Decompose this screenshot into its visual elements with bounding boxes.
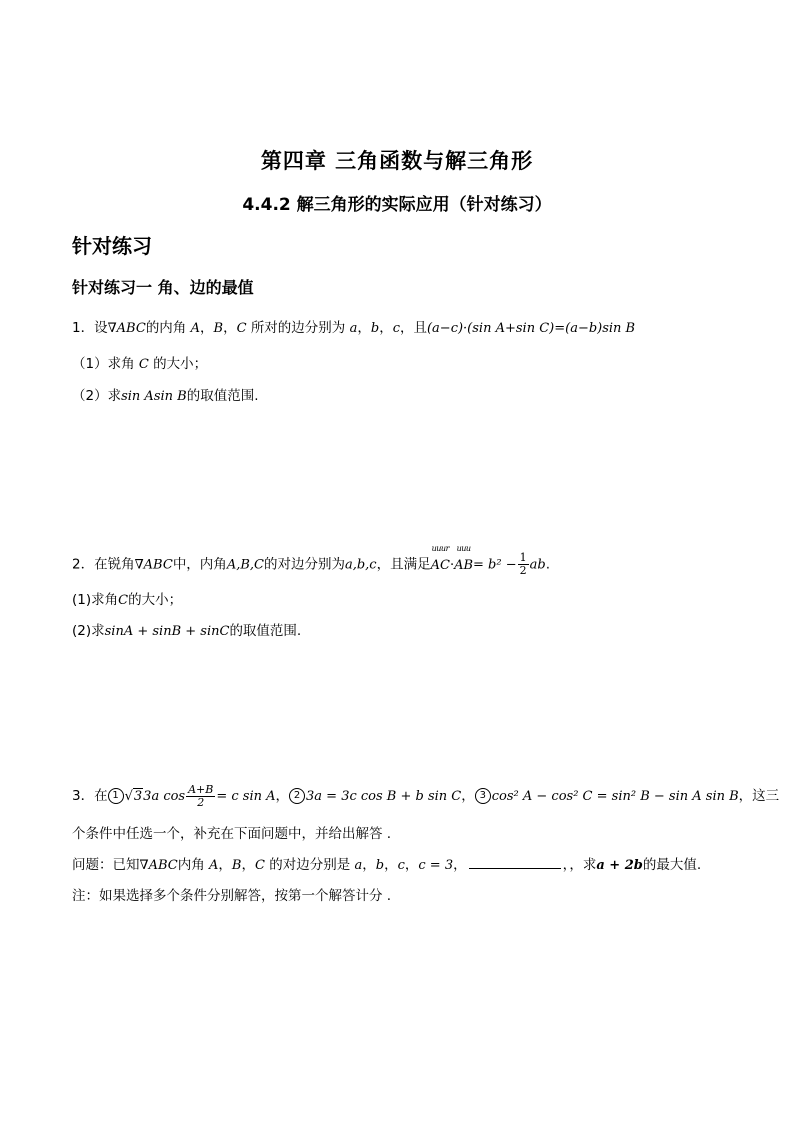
variable: C — [118, 593, 129, 608]
angle-c: C — [254, 858, 265, 873]
chapter-title: 第四章 三角函数与解三角形 — [260, 149, 534, 173]
vector-mark: uuur — [431, 543, 449, 553]
text: 的取值范围. — [186, 388, 259, 404]
expression: 3a cos — [143, 789, 186, 804]
answer-blank[interactable] — [469, 856, 561, 869]
text: (2)求 — [72, 623, 105, 639]
vector-mark: uuu — [456, 543, 471, 553]
section-title: 4.4.2 解三角形的实际应用（针对练习） — [242, 195, 552, 215]
given-side-c: c = 3 — [418, 858, 454, 873]
vector-ac — [430, 543, 450, 576]
problem-1-condition: (a−c)·(sin A+sin C)=(a−b)sin B — [426, 321, 636, 336]
condition-2-marker: 2 — [289, 788, 305, 804]
denominator: 2 — [197, 796, 205, 809]
expression: sin Asin B — [121, 389, 187, 404]
angle-a: A — [190, 321, 200, 336]
text: ，且 — [399, 320, 427, 336]
text: 的取值范围. — [229, 623, 302, 639]
text: 的最大值. — [642, 857, 702, 873]
angle-b: B — [231, 858, 242, 873]
expression: sinA + sinB + sinC — [104, 624, 230, 639]
text: (1)求角 — [72, 592, 119, 608]
problem-1-part-1 — [72, 354, 207, 375]
variable: C — [138, 357, 149, 372]
side-b: b — [375, 858, 385, 873]
angles: A,B,C — [226, 557, 264, 573]
text: 所对的边分别为 — [250, 320, 346, 336]
problem-3-line-2: 个条件中任选一个，补充在下面问题中，并给出解答 . — [72, 826, 392, 842]
expression: = b² − — [473, 557, 517, 573]
vector-label: AB — [454, 557, 474, 573]
text: 问题：已知 — [72, 857, 140, 873]
text: 中，内角 — [172, 556, 227, 573]
text: ，求 — [569, 857, 597, 873]
problem-1-statement: 1．设∇ABC的内角 A，B，C 所对的边分别为 a，b，c，且(a−c)·(sin A+sin C)=(a−b)sin B — [72, 320, 636, 336]
denominator: 2 — [519, 564, 527, 577]
side-c: c — [392, 321, 400, 336]
expression: = c sin A — [216, 789, 276, 804]
text: （2）求 — [72, 388, 122, 404]
expression: ab — [529, 557, 546, 573]
text: 的大小； — [153, 356, 208, 372]
text: 的对边分别是 — [269, 857, 351, 873]
problem-3-number: 3．在 — [72, 788, 108, 804]
target-expression: a + 2b — [596, 858, 643, 873]
problem-1-number: 1．设 — [72, 320, 108, 336]
practice-heading: 针对练习 — [72, 234, 152, 258]
text: 的内角 — [145, 320, 187, 336]
text: 的大小； — [128, 592, 183, 608]
side-a: a — [349, 321, 358, 336]
numerator: A+B — [188, 783, 214, 796]
condition-2: 3a = 3c cos B + b sin C — [306, 789, 462, 804]
problem-2-part-1 — [72, 590, 182, 611]
side-a: a — [354, 858, 363, 873]
vector-label: AC — [430, 557, 450, 573]
text: （1）求角 — [72, 356, 135, 372]
problem-2-number: 2．在锐角 — [72, 556, 135, 573]
vector-ab — [454, 543, 474, 576]
condition-3: cos² A − cos² C = sin² B − sin A sin B — [491, 789, 739, 804]
text: ，这三 — [738, 788, 780, 804]
text: ，且满足 — [376, 556, 431, 573]
text: 内角 — [177, 857, 205, 873]
fraction-one-half — [518, 552, 529, 577]
fraction-a-plus-b-over-2 — [186, 784, 215, 809]
angle-c: C — [236, 321, 247, 336]
side-b: b — [370, 321, 380, 336]
text: 的对边分别为 — [263, 556, 345, 573]
numerator: 1 — [519, 551, 527, 564]
triangle-symbol: ∇ABC — [139, 858, 178, 873]
problem-3-question: 问题：已知∇ABC内角 A，B，C 的对边分别是 a，b，c，c = 3， ，，求a + 2b的最大值. — [72, 857, 702, 873]
triangle-symbol: ∇ABC — [134, 557, 173, 573]
side-c: c — [397, 858, 405, 873]
problem-2-part-2 — [72, 621, 301, 642]
problem-3-note: 注：如果选择多个条件分别解答，按第一个解答计分 . — [72, 888, 392, 904]
problem-2-statement: 2．在锐角∇ABC中，内角A,B,C的对边分别为a,b,c，且满足 uuur AC· uuu AB= b² − $\frac{1}{2}$ ab. — [72, 543, 550, 577]
practice-subheading: 针对练习一 角、边的最值 — [72, 278, 254, 297]
problem-1-part-2 — [72, 386, 259, 407]
condition-1: √33a cos $\frac{A+B}{2}$ = c sin A — [124, 783, 276, 809]
condition-1-marker: 1 — [108, 788, 124, 804]
triangle-symbol: ∇ABC — [107, 321, 146, 336]
angle-a: A — [209, 858, 219, 873]
sides: a,b,c — [344, 557, 377, 573]
angle-b: B — [213, 321, 224, 336]
problem-3-statement: 3．在 1 √33a cos $\frac{A+B}{2}$ = c sin A， 2 3a = 3c cos B + b sin C， 3 cos² A − cos² C = sin² B − sin A sin B，这三 — [72, 783, 780, 809]
condition-3-marker: 3 — [475, 788, 491, 804]
